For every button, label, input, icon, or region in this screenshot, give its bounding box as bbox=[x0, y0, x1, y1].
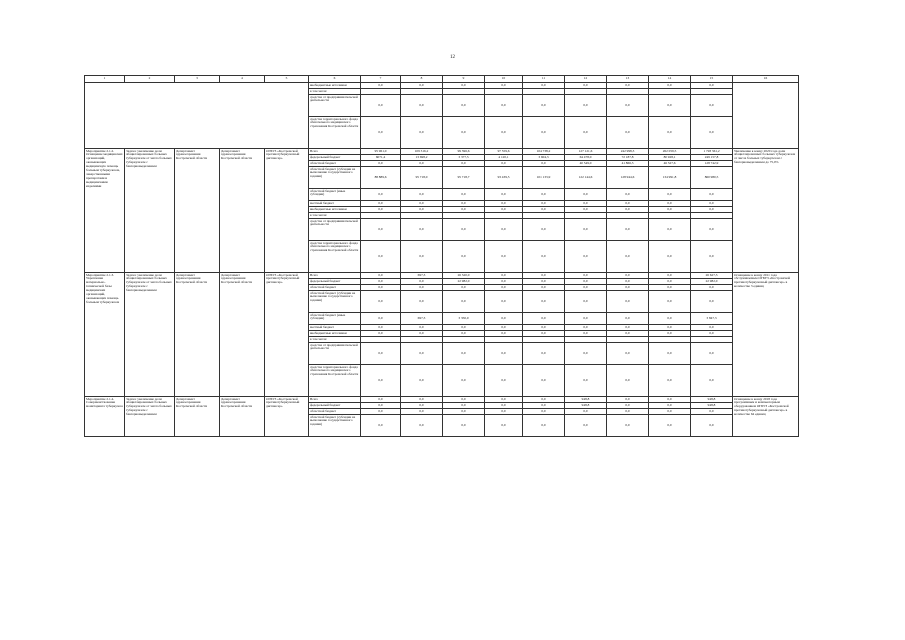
value-cell: 0,0 bbox=[361, 415, 401, 437]
value-cell: 127 121,6 bbox=[565, 149, 607, 155]
value-cell: 0,0 bbox=[523, 83, 565, 89]
value-cell: 0,0 bbox=[649, 409, 691, 415]
value-cell: 0,0 bbox=[649, 343, 691, 365]
page-number: 12 bbox=[450, 55, 455, 60]
value-cell: 0,0 bbox=[523, 331, 565, 337]
value-cell: 0,0 bbox=[485, 201, 523, 207]
value-cell: 0,0 bbox=[691, 343, 733, 365]
value-cell: 0,0 bbox=[691, 201, 733, 207]
value-cell: 242 998,3 bbox=[607, 149, 649, 155]
value-cell: 0,0 bbox=[485, 273, 523, 279]
value-cell: 0,0 bbox=[691, 83, 733, 89]
value-cell: 0,0 bbox=[649, 365, 691, 397]
value-cell: 0,0 bbox=[649, 83, 691, 89]
value-cell: 101 133,9 bbox=[523, 167, 565, 189]
funding-source-label: федеральный бюджет bbox=[309, 403, 361, 409]
value-cell: 0,0 bbox=[565, 313, 607, 325]
value-cell: 0,0 bbox=[607, 397, 649, 403]
header-cell: 3 bbox=[175, 76, 220, 83]
value-cell: 93 439,5 bbox=[485, 167, 523, 189]
header-cell: 10 bbox=[485, 76, 523, 83]
value-cell: 0,0 bbox=[485, 189, 523, 201]
value-cell: 0,0 bbox=[443, 365, 485, 397]
value-cell: 104 738,2 bbox=[523, 149, 565, 155]
value-cell: 0,0 bbox=[565, 189, 607, 201]
funding-source-label: Всего bbox=[309, 397, 361, 403]
value-cell: 0,0 bbox=[607, 219, 649, 241]
recipient-cell: ОГБУЗ «Костромской противотуберкулезный диспансер» bbox=[265, 397, 309, 437]
value-cell: 0,0 bbox=[361, 313, 401, 325]
value-cell: 0,0 bbox=[565, 83, 607, 89]
header-cell: 9 bbox=[443, 76, 485, 83]
funding-source-label: федеральный бюджет bbox=[309, 279, 361, 285]
value-cell: 0,0 bbox=[565, 201, 607, 207]
value-cell: 0,0 bbox=[361, 207, 401, 213]
header-cell: 4 bbox=[220, 76, 265, 83]
funding-source-label: областной бюджет bbox=[309, 161, 361, 167]
value-cell: 0,0 bbox=[401, 403, 443, 409]
expected-result-cell: Оснащение к концу 2011 года обслуживаемым ОГБУЗ «Костромской противотуберкулезный диспансер» в количестве 3 единиц bbox=[733, 273, 799, 397]
value-cell: 0,0 bbox=[485, 415, 523, 437]
header-cell: 13 bbox=[607, 76, 649, 83]
value-cell: 0,0 bbox=[649, 241, 691, 273]
funding-source-label: средства от предпринимательской деятельности bbox=[309, 219, 361, 241]
value-cell: 0,0 bbox=[523, 279, 565, 285]
value-cell: 0,0 bbox=[401, 241, 443, 273]
value-cell: 0,0 bbox=[401, 331, 443, 337]
value-cell: 46 327,6 bbox=[649, 161, 691, 167]
funding-source-label: внебюджетные источники bbox=[309, 83, 361, 89]
header-cell: 16 bbox=[733, 76, 799, 83]
value-cell: 0,0 bbox=[565, 331, 607, 337]
value-cell: 0,0 bbox=[649, 95, 691, 117]
task-cell: Задача: увеличение доли абациллированных больных туберкулезом от числа больных туберкулезом с бактериовыделением bbox=[125, 149, 175, 273]
header-row bbox=[85, 76, 799, 83]
value-cell: 0,0 bbox=[607, 365, 649, 397]
value-cell: 95 718,7 bbox=[443, 167, 485, 189]
value-cell: 95 961,0 bbox=[361, 149, 401, 155]
value-cell: 0,0 bbox=[485, 331, 523, 337]
value-cell: 72 187,8 bbox=[607, 155, 649, 161]
value-cell: 0,0 bbox=[401, 409, 443, 415]
value-cell: 697,3 bbox=[401, 273, 443, 279]
value-cell: 0,0 bbox=[361, 397, 401, 403]
value-cell: 0,0 bbox=[607, 415, 649, 437]
value-cell: 0,0 bbox=[649, 397, 691, 403]
value-cell: 0,0 bbox=[485, 83, 523, 89]
value-cell: 0,0 bbox=[443, 415, 485, 437]
value-cell: 0,0 bbox=[691, 285, 733, 291]
value-cell: 0,0 bbox=[607, 201, 649, 207]
funding-source-label: областной бюджет (иные субсидии) bbox=[309, 313, 361, 325]
recipient-cell: ОГБУЗ «Костромской противотуберкулезный диспансер» bbox=[265, 149, 309, 273]
value-cell: 0,0 bbox=[649, 285, 691, 291]
value-cell: 697,3 bbox=[401, 313, 443, 325]
funding-source-label: местный бюджет bbox=[309, 325, 361, 331]
value-cell: 0,0 bbox=[443, 241, 485, 273]
funding-source-label: внебюджетные источники bbox=[309, 207, 361, 213]
value-cell: 0,0 bbox=[607, 117, 649, 149]
funding-source-label: областной бюджет (субсидии на выполнение государственного задания) bbox=[309, 291, 361, 313]
value-cell: 0,0 bbox=[691, 207, 733, 213]
value-cell: 80 928,1 bbox=[649, 155, 691, 161]
value-cell: 0,0 bbox=[401, 117, 443, 149]
value-cell: 0,0 bbox=[691, 365, 733, 397]
value-cell: 0,0 bbox=[691, 219, 733, 241]
value-cell: 0,0 bbox=[565, 285, 607, 291]
value-cell: 0,0 bbox=[523, 161, 565, 167]
value-cell: 0,0 bbox=[485, 365, 523, 397]
value-cell: 0,0 bbox=[401, 279, 443, 285]
funding-source-label: внебюджетные источники bbox=[309, 331, 361, 337]
value-cell: 0,0 bbox=[691, 409, 733, 415]
value-cell: 0,0 bbox=[649, 201, 691, 207]
value-cell: 0,0 bbox=[691, 189, 733, 201]
value-cell: 0,0 bbox=[565, 415, 607, 437]
funding-source-label: областной бюджет (субсидии на выполнение государственного задания) bbox=[309, 167, 361, 189]
value-cell: 0,0 bbox=[607, 403, 649, 409]
expected-result-cell: Увеличение к концу 2020 года доли абациллированных больных туберкулезом от числа больных туберкулезом с бактериовыделением до 75,0% bbox=[733, 149, 799, 273]
value-cell: 1 728 361,2 bbox=[691, 149, 733, 155]
value-cell: 0,0 bbox=[523, 313, 565, 325]
header-cell: 7 bbox=[361, 76, 401, 83]
value-cell: 0,0 bbox=[443, 201, 485, 207]
value-cell: 3 847,3 bbox=[691, 313, 733, 325]
value-cell: 0,0 bbox=[607, 95, 649, 117]
value-cell: 0,0 bbox=[565, 409, 607, 415]
value-cell: 0,0 bbox=[485, 409, 523, 415]
value-cell: 0,0 bbox=[649, 331, 691, 337]
value-cell: 3 377,5 bbox=[443, 155, 485, 161]
value-cell: 0,0 bbox=[523, 189, 565, 201]
funding-source-label: Всего bbox=[309, 149, 361, 155]
header-cell: 12 bbox=[565, 76, 607, 83]
value-cell: 22 982,0 bbox=[443, 279, 485, 285]
value-cell: 0,0 bbox=[607, 241, 649, 273]
value-cell: 128 944,6 bbox=[607, 167, 649, 189]
value-cell: 0,0 bbox=[565, 95, 607, 117]
value-cell: 0,0 bbox=[443, 409, 485, 415]
value-cell: 0,0 bbox=[523, 415, 565, 437]
value-cell: 0,0 bbox=[607, 409, 649, 415]
value-cell: 0,0 bbox=[485, 325, 523, 331]
value-cell: 948,8 bbox=[565, 403, 607, 409]
value-cell: 0,0 bbox=[607, 83, 649, 89]
funding-source-label: областной бюджет bbox=[309, 409, 361, 415]
value-cell: 0,0 bbox=[649, 279, 691, 285]
value-cell: 0,0 bbox=[565, 279, 607, 285]
value-cell: 0,0 bbox=[565, 291, 607, 313]
value-cell: 0,0 bbox=[649, 313, 691, 325]
value-cell: 0,0 bbox=[649, 117, 691, 149]
value-cell: 0,0 bbox=[691, 95, 733, 117]
header-cell: 1 bbox=[85, 76, 125, 83]
value-cell: 0,0 bbox=[401, 201, 443, 207]
value-cell: 88 889,6 bbox=[361, 167, 401, 189]
value-cell: 0,0 bbox=[443, 189, 485, 201]
measure-cell: Мероприятие 2.1.4. Совершенствование мониторинга туберкулеза bbox=[85, 397, 125, 437]
value-cell: 948,8 bbox=[691, 403, 733, 409]
task-cell: Задача: увеличение доли абациллированных больных туберкулезом от числа больных туберкулезом с бактериовыделением bbox=[125, 273, 175, 397]
continuation-blank-cell bbox=[85, 83, 309, 149]
value-cell: 0,0 bbox=[565, 325, 607, 331]
header-cell: 5 bbox=[265, 76, 309, 83]
value-cell: 0,0 bbox=[523, 397, 565, 403]
value-cell: 0,0 bbox=[691, 331, 733, 337]
value-cell: 0,0 bbox=[607, 285, 649, 291]
value-cell: 0,0 bbox=[523, 343, 565, 365]
value-cell: 0,0 bbox=[485, 313, 523, 325]
funding-source-label: средства от предпринимательской деятельности bbox=[309, 343, 361, 365]
value-cell: 0,0 bbox=[649, 219, 691, 241]
value-cell: 0,0 bbox=[485, 161, 523, 167]
value-cell: 0,0 bbox=[401, 365, 443, 397]
value-cell: 0,0 bbox=[565, 273, 607, 279]
value-cell: 0,0 bbox=[523, 403, 565, 409]
value-cell: 0,0 bbox=[401, 415, 443, 437]
value-cell: 0,0 bbox=[361, 291, 401, 313]
funding-source-label: средства территориального фонда обязательного медицинского страхования Костромской области bbox=[309, 117, 361, 149]
value-cell: 0,0 bbox=[485, 95, 523, 117]
funding-source-label: в том числе: bbox=[309, 337, 361, 343]
value-cell: 0,0 bbox=[361, 83, 401, 89]
value-cell: 0,0 bbox=[361, 279, 401, 285]
value-cell: 0,0 bbox=[649, 273, 691, 279]
value-cell: 0,0 bbox=[361, 331, 401, 337]
value-cell: 0,0 bbox=[485, 403, 523, 409]
coexecutor-cell: Департамент здравоохранения Костромской области bbox=[220, 397, 265, 437]
value-cell: 0,0 bbox=[485, 117, 523, 149]
value-cell: 0,0 bbox=[691, 325, 733, 331]
value-cell: 0,0 bbox=[401, 95, 443, 117]
value-cell: 0,0 bbox=[401, 397, 443, 403]
header-cell: 6 bbox=[309, 76, 361, 83]
funding-source-label: областной бюджет (субсидии на выполнение государственного задания) bbox=[309, 415, 361, 437]
funding-source-label: в том числе: bbox=[309, 213, 361, 219]
value-cell: 6071,4 bbox=[361, 155, 401, 161]
header-cell: 11 bbox=[523, 76, 565, 83]
funding-source-label: местный бюджет bbox=[309, 201, 361, 207]
value-cell: 0,0 bbox=[607, 189, 649, 201]
value-cell: 0,0 bbox=[607, 291, 649, 313]
value-cell: 0,0 bbox=[361, 365, 401, 397]
value-cell: 4 120,1 bbox=[485, 155, 523, 161]
executor-cell: Департамент здравоохранения Костромской области bbox=[175, 273, 220, 397]
table-body bbox=[85, 76, 799, 437]
expected-result-cell: Оснащение к концу 2018 года программным и компьютерным оборудованием ОГБУЗ «Костромской противотуберкулезный диспансер» в количестве 64 единиц bbox=[733, 397, 799, 437]
value-cell: 0,0 bbox=[361, 161, 401, 167]
value-cell: 0,0 bbox=[607, 207, 649, 213]
funding-source-label: областной бюджет bbox=[309, 285, 361, 291]
task-cell: Задача: увеличение доли абациллированных больных туберкулезом от числа больных туберкулезом с бактериовыделением bbox=[125, 397, 175, 437]
funding-source-label: средства от предпринимательской деятельности bbox=[309, 95, 361, 117]
value-cell: 948,8 bbox=[691, 397, 733, 403]
value-cell: 0,0 bbox=[523, 273, 565, 279]
program-funding-table bbox=[84, 75, 799, 437]
value-cell: 99 396,6 bbox=[443, 149, 485, 155]
value-cell: 0,0 bbox=[523, 219, 565, 241]
value-cell: 0,0 bbox=[691, 241, 733, 273]
value-cell: 0,0 bbox=[361, 201, 401, 207]
executor-cell: Департамент здравоохранения Костромской области bbox=[175, 397, 220, 437]
value-cell: 0,0 bbox=[649, 325, 691, 331]
funding-source-label: Всего bbox=[309, 273, 361, 279]
value-cell: 0,0 bbox=[361, 403, 401, 409]
value-cell: 0,0 bbox=[401, 161, 443, 167]
value-cell: 13 698,2 bbox=[401, 155, 443, 161]
value-cell: 0,0 bbox=[401, 207, 443, 213]
value-cell: 0,0 bbox=[443, 325, 485, 331]
value-cell: 0,0 bbox=[565, 117, 607, 149]
measure-cell: Мероприятие 2.1.2. Оснащение медицинских организаций, оказывающих медицинскую помощь больным туберкулезом, лекарственными препаратами и медицинскими изделиями bbox=[85, 149, 125, 273]
value-cell: 0,0 bbox=[565, 343, 607, 365]
value-cell: 64 478,0 bbox=[565, 155, 607, 161]
value-cell: 0,0 bbox=[401, 83, 443, 89]
value-cell: 0,0 bbox=[401, 285, 443, 291]
value-cell: 0,0 bbox=[607, 343, 649, 365]
value-cell: 0,0 bbox=[565, 207, 607, 213]
value-cell: 0,0 bbox=[443, 207, 485, 213]
funding-source-label: в том числе: bbox=[309, 89, 361, 95]
value-cell: 0,0 bbox=[565, 365, 607, 397]
value-cell: 0,0 bbox=[649, 415, 691, 437]
header-cell: 15 bbox=[691, 76, 733, 83]
value-cell: 0,0 bbox=[443, 161, 485, 167]
value-cell: 134 991,8 bbox=[649, 167, 691, 189]
value-cell: 0,0 bbox=[401, 291, 443, 313]
value-cell: 0,0 bbox=[649, 207, 691, 213]
value-cell: 0,0 bbox=[361, 325, 401, 331]
value-cell: 0,0 bbox=[443, 285, 485, 291]
value-cell: 0,0 bbox=[361, 409, 401, 415]
value-cell: 95 718,0 bbox=[401, 167, 443, 189]
measure-cell: Мероприятие 2.1.3. Укрепление материально-технической базы медицинских организаций, оказывающих помощь больным туберкулезом bbox=[85, 273, 125, 397]
value-cell: 0,0 bbox=[649, 291, 691, 313]
value-cell: 0,0 bbox=[485, 397, 523, 403]
header-cell: 2 bbox=[125, 76, 175, 83]
value-cell: 0,0 bbox=[361, 189, 401, 201]
value-cell: 0,0 bbox=[607, 331, 649, 337]
value-cell: 0,0 bbox=[691, 117, 733, 149]
value-cell: 0,0 bbox=[607, 325, 649, 331]
value-cell: 0,0 bbox=[443, 117, 485, 149]
value-cell: 0,0 bbox=[361, 95, 401, 117]
value-cell: 0,0 bbox=[485, 241, 523, 273]
value-cell: 3 604,3 bbox=[523, 155, 565, 161]
value-cell: 0,0 bbox=[443, 291, 485, 313]
value-cell: 0,0 bbox=[361, 241, 401, 273]
value-cell: 0,0 bbox=[485, 219, 523, 241]
value-cell: 0,0 bbox=[401, 343, 443, 365]
value-cell: 0,0 bbox=[361, 219, 401, 241]
value-cell: 0,0 bbox=[443, 331, 485, 337]
value-cell: 0,0 bbox=[691, 291, 733, 313]
value-cell: 249 157,8 bbox=[691, 155, 733, 161]
value-cell: 0,0 bbox=[523, 207, 565, 213]
value-cell: 0,0 bbox=[523, 409, 565, 415]
value-cell: 26 627,3 bbox=[691, 273, 733, 279]
value-cell: 122 144,6 bbox=[565, 167, 607, 189]
header-cell: 8 bbox=[401, 76, 443, 83]
value-cell: 0,0 bbox=[607, 279, 649, 285]
value-cell: 0,0 bbox=[565, 241, 607, 273]
funding-source-label: федеральный бюджет bbox=[309, 155, 361, 161]
value-cell: 0,0 bbox=[485, 343, 523, 365]
value-cell: 0,0 bbox=[485, 279, 523, 285]
value-cell: 0,0 bbox=[523, 201, 565, 207]
value-cell: 0,0 bbox=[649, 403, 691, 409]
value-cell: 0,0 bbox=[607, 313, 649, 325]
value-cell: 0,0 bbox=[443, 219, 485, 241]
value-cell: 0,0 bbox=[401, 189, 443, 201]
value-cell: 0,0 bbox=[523, 291, 565, 313]
header-cell: 14 bbox=[649, 76, 691, 83]
value-cell: 41 866,3 bbox=[607, 161, 649, 167]
funding-source-label: средства территориального фонда обязательного медицинского страхования Костромской области bbox=[309, 365, 361, 397]
value-cell: 0,0 bbox=[485, 285, 523, 291]
value-cell: 0,0 bbox=[443, 343, 485, 365]
value-cell: 109 316,2 bbox=[401, 149, 443, 155]
value-cell: 0,0 bbox=[485, 207, 523, 213]
value-cell: 0,0 bbox=[401, 325, 443, 331]
value-cell: 0,0 bbox=[361, 117, 401, 149]
value-cell: 0,0 bbox=[523, 325, 565, 331]
value-cell: 0,0 bbox=[523, 95, 565, 117]
coexecutor-cell: Департамент здравоохранения Костромской области bbox=[220, 149, 265, 273]
value-cell: 0,0 bbox=[649, 189, 691, 201]
continuation-result-cell bbox=[733, 83, 799, 149]
value-cell: 0,0 bbox=[523, 365, 565, 397]
value-cell: 97 559,6 bbox=[485, 149, 523, 155]
value-cell: 0,0 bbox=[523, 285, 565, 291]
executor-cell: Департамент здравоохранения Костромской области bbox=[175, 149, 220, 273]
value-cell: 0,0 bbox=[443, 403, 485, 409]
value-cell: 0,0 bbox=[361, 285, 401, 291]
value-cell: 40 549,0 bbox=[565, 161, 607, 167]
value-cell: 0,0 bbox=[485, 291, 523, 313]
coexecutor-cell: Департамент здравоохранения Костромской области bbox=[220, 273, 265, 397]
value-cell: 0,0 bbox=[401, 219, 443, 241]
value-cell: 0,0 bbox=[691, 415, 733, 437]
value-cell: 262 059,5 bbox=[649, 149, 691, 155]
funding-source-label: средства территориального фонда обязательного медицинского страхования Костромской области bbox=[309, 241, 361, 273]
value-cell: 0,0 bbox=[443, 83, 485, 89]
value-cell: 0,0 bbox=[607, 273, 649, 279]
value-cell: 22 982,0 bbox=[691, 279, 733, 285]
value-cell: 0,0 bbox=[361, 343, 401, 365]
value-cell: 0,0 bbox=[565, 219, 607, 241]
value-cell: 0,0 bbox=[443, 397, 485, 403]
value-cell: 128 742,9 bbox=[691, 161, 733, 167]
value-cell: 0,0 bbox=[443, 95, 485, 117]
value-cell: 860 980,5 bbox=[691, 167, 733, 189]
value-cell: 0,0 bbox=[523, 241, 565, 273]
value-cell: 3 350,0 bbox=[443, 313, 485, 325]
funding-source-label: областной бюджет (иные субсидии) bbox=[309, 189, 361, 201]
value-cell: 26 320,0 bbox=[443, 273, 485, 279]
recipient-cell: ОГБУЗ «Костромской противотуберкулезный диспансер» bbox=[265, 273, 309, 397]
value-cell: 0,0 bbox=[523, 117, 565, 149]
value-cell: 0,0 bbox=[361, 273, 401, 279]
value-cell: 948,8 bbox=[565, 397, 607, 403]
